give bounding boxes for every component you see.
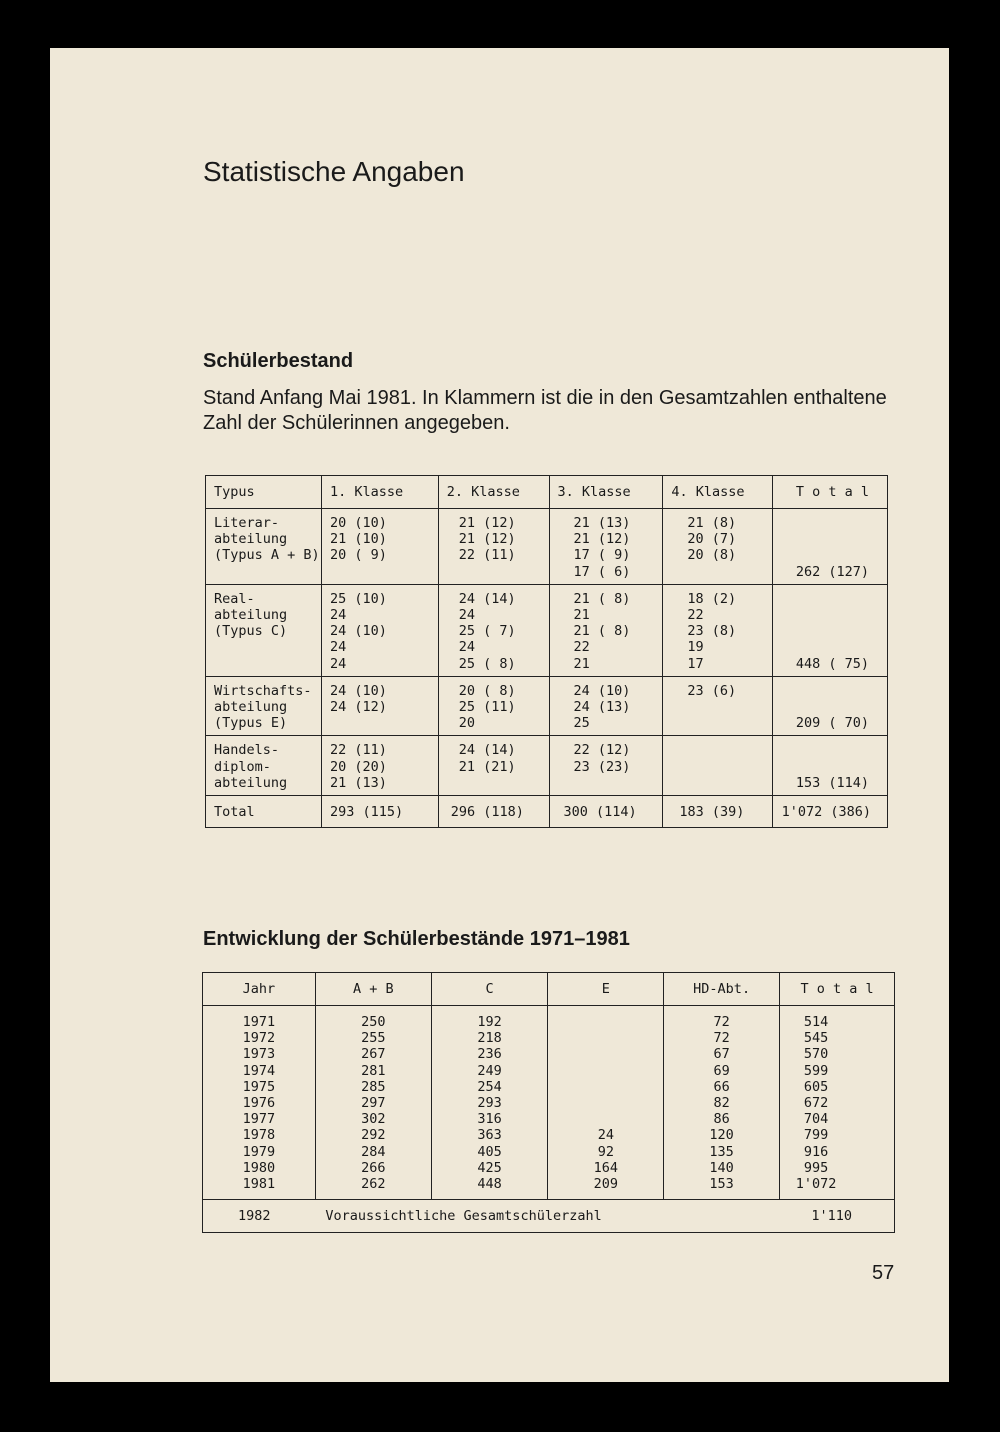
c-column [431, 1006, 548, 1200]
total-cell: 545 [803, 1030, 829, 1047]
jahr-cell: 1981 [242, 1175, 276, 1192]
footer-year: 1982 [203, 1200, 316, 1233]
value-cell: 21 (13) 21 (12) 17 ( 9) 17 ( 6) [573, 515, 631, 580]
jahr-cell: 1977 [242, 1111, 276, 1128]
section-heading-entwicklung: Entwicklung der Schülerbestände 1971–1981 [203, 928, 630, 950]
hd-cell: 82 [713, 1094, 730, 1111]
e-cell: 92 [597, 1143, 614, 1160]
table-body [203, 1006, 895, 1200]
value-cell: 24 (14) 24 25 ( 7) 24 25 ( 8) [458, 590, 516, 672]
footer-label: Voraussichtliche Gesamtschülerzahl [315, 1200, 779, 1233]
ab-cell: 266 [361, 1159, 386, 1176]
c-cell: 192 [477, 1014, 502, 1030]
typus-cell: Handels- diplom- abteilung [214, 742, 288, 791]
jahr-cell: 1979 [242, 1143, 276, 1160]
header-cell: 2. Klasse [438, 476, 549, 509]
ab-cell: 285 [361, 1078, 386, 1095]
total-cell: 995 [803, 1159, 829, 1176]
hd-cell: 140 [709, 1159, 734, 1176]
table-footer-row [203, 1200, 895, 1233]
jahr-cell: 1976 [242, 1094, 276, 1111]
typus-cell: Literar- abteilung (Typus A + B) [214, 515, 320, 564]
e-cell: 24 [597, 1127, 614, 1144]
total-cell: 672 [803, 1094, 829, 1111]
jahr-cell: 1972 [242, 1030, 276, 1047]
c-cell: 405 [477, 1143, 502, 1160]
footer-total: 1'110 [780, 1200, 895, 1233]
footer-total: 1'072 (386) [773, 796, 888, 828]
header-cell: C [431, 973, 548, 1006]
entwicklung-table [202, 972, 895, 1233]
e-cell: 164 [593, 1159, 619, 1176]
footer-cell: 293 (115) [321, 796, 438, 828]
ab-cell: 255 [361, 1030, 386, 1047]
value-cell: 20 (10) 21 (10) 20 ( 9) [329, 515, 387, 564]
header-cell: Jahr [203, 973, 316, 1006]
total-cell: 153 (114) [795, 774, 869, 791]
e-cell [548, 1014, 663, 1030]
e-cell: 209 [593, 1175, 619, 1192]
schuelerbestand-table [205, 475, 888, 828]
table-row [206, 509, 888, 585]
e-cell [548, 1063, 663, 1079]
e-cell [548, 1046, 663, 1062]
value-cell: 22 (11) 20 (20) 21 (13) [329, 742, 387, 791]
e-cell [548, 1030, 663, 1046]
section-heading-schuelerbestand: Schülerbestand [203, 350, 354, 372]
footer-label: Total [206, 796, 322, 828]
ab-cell: 284 [361, 1143, 386, 1160]
ab-cell: 262 [361, 1175, 386, 1192]
c-cell: 218 [477, 1030, 502, 1047]
hd-cell: 153 [709, 1175, 734, 1192]
header-cell: T o t a l [773, 476, 888, 509]
typus-cell: Wirtschafts- abteilung (Typus E) [214, 682, 312, 732]
hd-cell: 67 [713, 1046, 730, 1063]
table-header-row [206, 476, 888, 509]
c-cell: 316 [477, 1111, 502, 1128]
total-cell: 605 [803, 1078, 829, 1095]
value-cell: 21 (12) 21 (12) 22 (11) [458, 515, 516, 564]
table-row [206, 676, 888, 736]
header-cell: Typus [206, 476, 322, 509]
hd-column [664, 1006, 780, 1200]
table-footer-row [206, 796, 888, 828]
c-cell: 293 [477, 1094, 502, 1111]
ab-cell: 267 [361, 1046, 386, 1063]
table-header-row [203, 973, 895, 1006]
value-cell: 24 (10) 24 (12) [329, 682, 387, 716]
value-cell: 21 ( 8) 21 21 ( 8) 22 21 [573, 590, 631, 672]
value-cell: 22 (12) 23 (23) [573, 742, 631, 775]
table-row [206, 584, 888, 676]
jahr-cell: 1974 [242, 1062, 276, 1079]
jahr-cell: 1971 [242, 1014, 276, 1030]
footer-cell: 300 (114) [549, 796, 663, 828]
table-row [206, 736, 888, 796]
ab-cell: 292 [361, 1127, 386, 1144]
c-cell: 425 [477, 1159, 502, 1176]
jahr-cell: 1978 [242, 1127, 276, 1144]
intro-paragraph: Stand Anfang Mai 1981. In Klammern ist die in den Gesamtzahlen enthaltene Zahl der Schülerinnen angegeben. [203, 387, 887, 434]
hd-cell: 66 [713, 1078, 730, 1095]
value-cell: 21 (8) 20 (7) 20 (8) [687, 515, 737, 564]
e-cell [548, 1095, 663, 1111]
e-column [548, 1006, 664, 1200]
footer-cell: 296 (118) [438, 796, 549, 828]
hd-cell: 135 [709, 1143, 734, 1160]
total-cell: 916 [803, 1143, 829, 1160]
header-cell: 4. Klasse [663, 476, 773, 509]
total-cell: 448 ( 75) [795, 655, 869, 672]
value-cell [687, 736, 772, 746]
value-cell: 20 ( 8) 25 (11) 20 [458, 682, 516, 732]
jahr-column [203, 1006, 316, 1200]
page-number: 57 [872, 1262, 895, 1284]
value-cell: 23 (6) [687, 682, 737, 699]
ab-cell: 297 [361, 1094, 386, 1111]
typus-cell: Real- abteilung (Typus C) [214, 590, 288, 640]
hd-cell: 120 [709, 1127, 734, 1144]
header-cell: HD-Abt. [664, 973, 780, 1006]
e-cell [548, 1079, 663, 1095]
total-cell: 570 [803, 1046, 829, 1063]
total-cell: 1'072 [795, 1175, 837, 1192]
c-cell: 363 [477, 1127, 502, 1144]
jahr-cell: 1973 [242, 1046, 276, 1063]
footer-cell: 183 (39) [663, 796, 773, 828]
document-page [50, 48, 949, 1382]
total-cell: 704 [803, 1111, 829, 1128]
ab-cell: 302 [361, 1111, 386, 1128]
jahr-cell: 1980 [242, 1159, 276, 1176]
ab-cell: 250 [361, 1014, 386, 1030]
ab-column [315, 1006, 431, 1200]
hd-cell: 69 [713, 1062, 730, 1079]
hd-cell: 72 [713, 1030, 730, 1047]
total-cell: 209 ( 70) [795, 715, 869, 732]
value-cell: 18 (2) 22 23 (8) 19 17 [687, 590, 737, 672]
ab-cell: 281 [361, 1062, 386, 1079]
total-cell: 514 [803, 1014, 829, 1030]
c-cell: 254 [477, 1078, 502, 1095]
value-cell: 24 (10) 24 (13) 25 [573, 682, 631, 732]
c-cell: 448 [477, 1175, 502, 1192]
total-cell: 262 (127) [795, 563, 869, 580]
page-title: Statistische Angaben [203, 156, 465, 187]
c-cell: 236 [477, 1046, 502, 1063]
hd-cell: 72 [713, 1014, 730, 1030]
value-cell: 24 (14) 21 (21) [458, 742, 516, 775]
jahr-cell: 1975 [242, 1078, 276, 1095]
e-cell [548, 1111, 663, 1127]
header-cell: E [548, 973, 664, 1006]
header-cell: T o t a l [780, 973, 895, 1006]
c-cell: 249 [477, 1062, 502, 1079]
total-cell: 599 [803, 1062, 829, 1079]
hd-cell: 86 [713, 1111, 730, 1128]
header-cell: 1. Klasse [321, 476, 438, 509]
header-cell: 3. Klasse [549, 476, 663, 509]
total-cell: 799 [803, 1127, 829, 1144]
value-cell: 25 (10) 24 24 (10) 24 24 [329, 590, 387, 672]
header-cell: A + B [315, 973, 431, 1006]
total-column [780, 1006, 895, 1200]
